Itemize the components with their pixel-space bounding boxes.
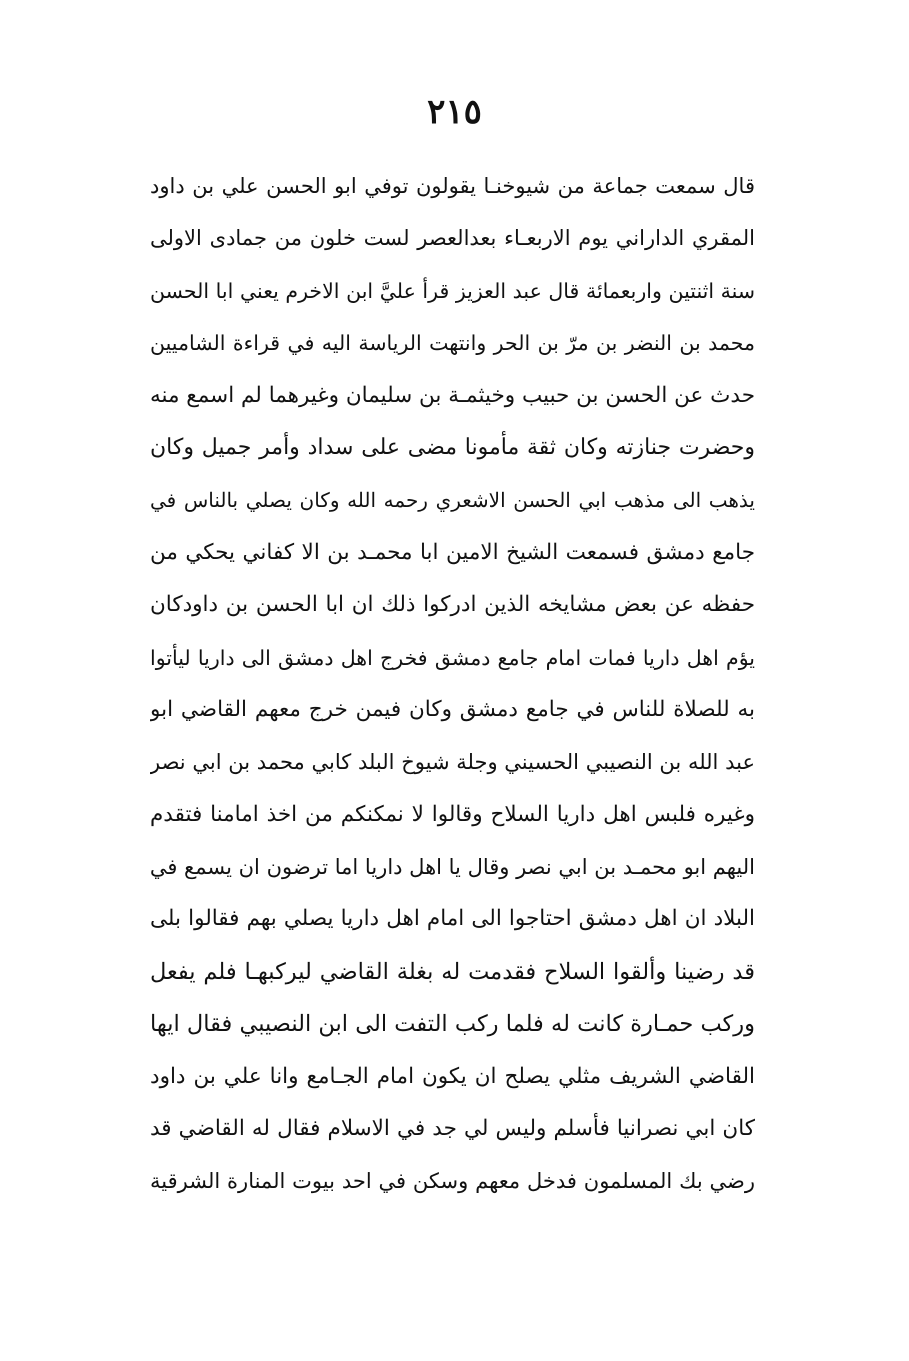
text-line: حدث عن الحسن بن حبيب وخيثمـة بن سليمان وغيرهما لم اسمع منه [150, 382, 755, 408]
text-line: البلاد ان اهل دمشق احتاجوا الى امام اهل داريا يصلي بهم فقالوا بلى [150, 906, 755, 932]
text-line: وركب حمـارة كانت له فلما ركب التفت الى ابن النصيبي فقال ايها [150, 1011, 755, 1038]
text-line: رضي بك المسلمون فدخل معهم وسكن في احد بيوت المنارة الشرقية [150, 1169, 755, 1194]
text-line: كان ابي نصرانيا فأسلم وليس لي جد في الاسلام فقال له القاضي قد [150, 1116, 755, 1142]
text-line: اليهم ابو محمـد بن ابي نصر وقال يا اهل داريا اما ترضون ان يسمع في [150, 855, 755, 880]
text-line: جامع دمشق فسمعت الشيخ الامين ابا محمـد بن الا كفاني يحكي من [150, 539, 755, 565]
text-line: قد رضينا وألقوا السلاح فقدمت له بغلة القاضي ليركبهـا فلم يفعل [150, 958, 755, 985]
text-line: سنة اثنتين واربعمائة قال عبد العزيز قرأ عليَّ ابن الاخرم يعني ابا الحسن [150, 278, 755, 303]
text-line: يؤم اهل داريا فمات امام جامع دمشق فخرج اهل دمشق الى داريا ليأتوا [150, 645, 755, 670]
text-line: المقري الداراني يوم الاربعـاء بعدالعصر لست خلون من جمادى الاولى [150, 226, 755, 251]
text-line: يذهب الى مذهب ابي الحسن الاشعري رحمه الله وكان يصلي بالناس في [150, 488, 755, 513]
text-line: محمد بن النضر بن مرّ بن الحر وانتهت الرياسة اليه في قراءة الشاميين [150, 331, 755, 356]
page-number: ٢١٥ [427, 92, 482, 132]
text-line: حفظه عن بعض مشايخه الذين ادركوا ذلك ان ابا الحسن بن داودكان [150, 592, 755, 618]
text-line: عبد الله بن النصيبي الحسيني وجلة شيوخ البلد كابي محمد بن ابي نصر [150, 750, 755, 775]
text-line: القاضي الشريف مثلي يصلح ان يكون امام الجـامع وانا علي بن داود [150, 1063, 755, 1089]
text-line: وحضرت جنازته وكان ثقة مأمونا مضى على سداد وأمر جميل وكان [150, 434, 755, 460]
body-text [150, 160, 755, 1208]
text-line: به للصلاة للناس في جامع دمشق وكان فيمن خرج معهم القاضي ابو [150, 696, 755, 722]
text-line: قال سمعت جماعة من شيوخنـا يقولون توفي ابو الحسن علي بن داود [150, 174, 755, 198]
text-line: وغيره فلبس اهل داريا السلاح وقالوا لا نمكنكم من اخذ امامنا فتقدم [150, 801, 755, 827]
